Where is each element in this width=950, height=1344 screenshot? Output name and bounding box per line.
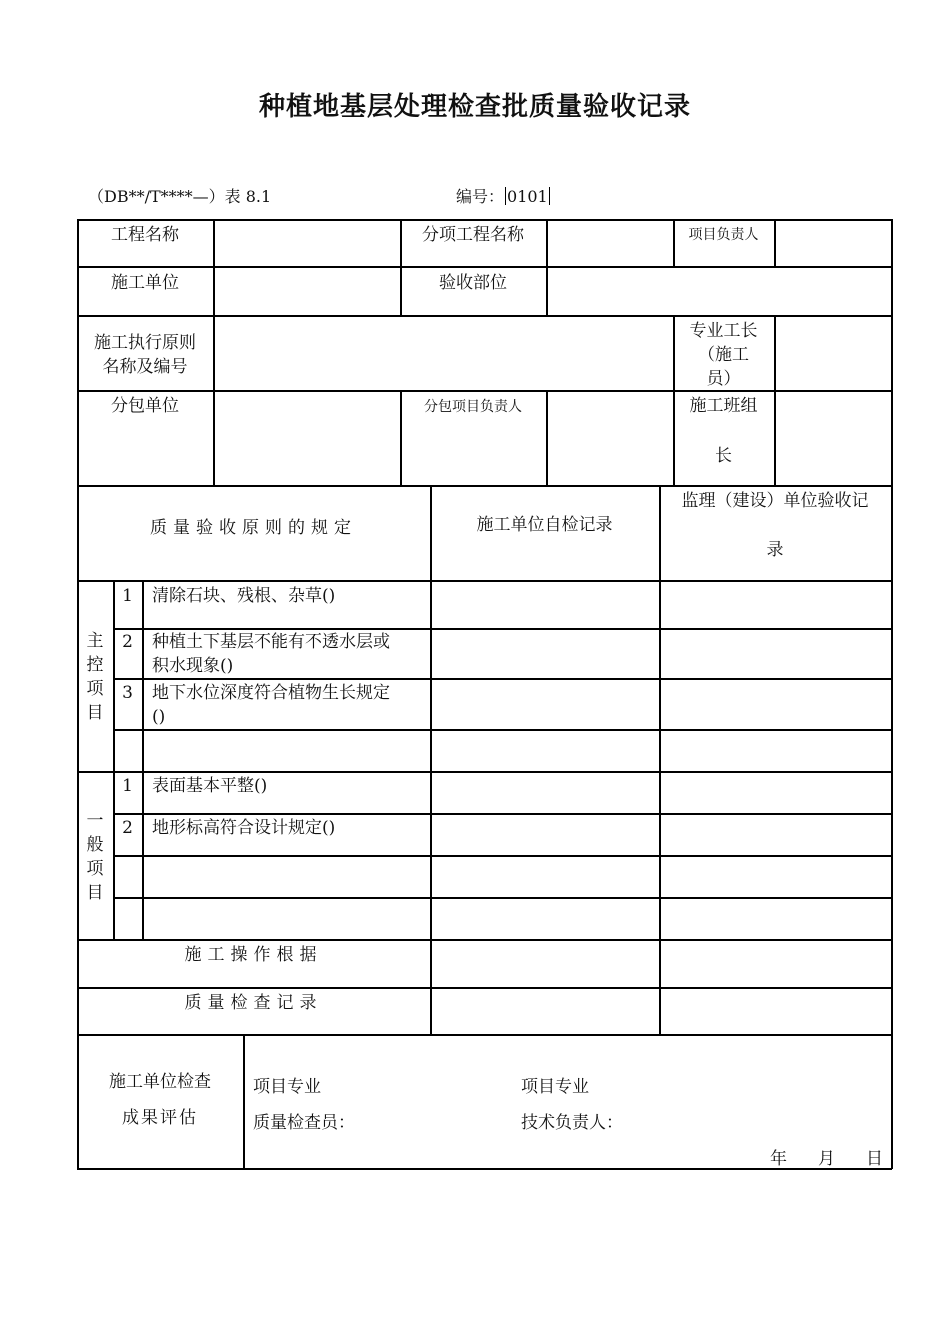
self-check-cell[interactable] — [432, 680, 658, 728]
project-manager-label: 项目负责人 — [688, 227, 759, 243]
self-check-cell[interactable] — [432, 815, 658, 854]
item-number: 2 — [122, 632, 133, 652]
standard-label-line1: 施工执行原则 — [94, 333, 196, 353]
project-manager-field[interactable] — [776, 221, 890, 265]
inspector-label-line1: 项目专业 — [253, 1077, 321, 1097]
item-number: 1 — [122, 776, 133, 796]
record-self-check-cell[interactable] — [432, 989, 658, 1033]
item-text: 地形标高符合设计规定() — [152, 818, 336, 838]
form-number[interactable] — [456, 184, 551, 207]
general-label-char: 般 — [86, 835, 104, 855]
project-name-label: 工程名称 — [111, 225, 179, 245]
team-leader-label-line1: 施工班组 — [689, 396, 758, 416]
tech-manager-label-line2: 技术负责人： — [521, 1113, 623, 1133]
item-number: 1 — [122, 586, 133, 606]
foreman-field[interactable] — [776, 317, 890, 389]
general-label-char: 一 — [86, 811, 104, 831]
acceptance-part-label: 验收部位 — [439, 273, 507, 293]
evaluation-label-line1: 施工单位检查 — [109, 1072, 211, 1092]
item-text-cont: () — [152, 707, 166, 727]
item-text: 种植土下基层不能有不透水层或 — [152, 632, 390, 652]
supervisor-cell[interactable] — [661, 680, 890, 728]
basis-supervisor-cell[interactable] — [661, 941, 890, 986]
foreman-label-line3: 员） — [706, 369, 741, 389]
date-month-label: 月 — [818, 1149, 835, 1169]
main-control-label-char: 控 — [86, 655, 104, 675]
subcontract-label: 分包单位 — [111, 396, 179, 416]
team-leader-field[interactable] — [776, 392, 890, 484]
self-check-cell[interactable] — [432, 773, 658, 812]
text-cursor — [505, 187, 506, 205]
general-label-char: 目 — [86, 883, 104, 903]
supervisor-cell[interactable] — [661, 815, 890, 854]
form-code: （DB**/T****—）表 8.1 — [88, 187, 272, 206]
construction-unit-label: 施工单位 — [111, 273, 179, 293]
self-check-cell[interactable] — [432, 582, 658, 627]
item-text: 地下水位深度符合植物生长规定 — [152, 683, 390, 703]
team-leader-label-line2: 长 — [715, 446, 732, 466]
tech-manager-label-line1: 项目专业 — [521, 1077, 589, 1097]
main-control-label-char: 项 — [86, 679, 104, 699]
supervisor-cell[interactable] — [661, 630, 890, 677]
sub-project-field[interactable] — [548, 221, 672, 265]
foreman-label-line1: 专业工长 — [689, 321, 758, 341]
evaluation-label-line2: 成果评估 — [122, 1108, 198, 1128]
number-value[interactable]: 0101 — [507, 187, 548, 206]
main-control-label-char: 目 — [86, 703, 104, 723]
item-number: 2 — [122, 818, 133, 838]
item-text: 表面基本平整() — [152, 776, 268, 796]
item-text-cont: 积水现象() — [152, 656, 234, 676]
record-supervisor-cell[interactable] — [661, 989, 890, 1033]
basis-self-check-cell[interactable] — [432, 941, 658, 986]
item-text: 清除石块、残根、杂草() — [152, 586, 336, 606]
page-title: 种植地基层处理检查批质量验收记录 — [258, 92, 691, 122]
inspector-label-line2: 质量检查员： — [253, 1113, 355, 1133]
project-name-field[interactable] — [215, 221, 399, 265]
subcontract-manager-field[interactable] — [548, 392, 672, 484]
sub-project-label: 分项工程名称 — [422, 225, 524, 245]
supervisor-cell[interactable] — [661, 582, 890, 627]
self-check-cell[interactable] — [432, 630, 658, 677]
subcontract-manager-label: 分包项目负责人 — [424, 399, 522, 415]
acceptance-part-field[interactable] — [548, 268, 890, 314]
basis-label: 施工操作根据 — [184, 945, 323, 965]
general-label-char: 项 — [86, 859, 104, 879]
date-year-label: 年 — [770, 1149, 787, 1169]
foreman-label-line2: （施工 — [698, 345, 749, 365]
standard-field[interactable] — [215, 317, 672, 389]
supervisor-column-header-line1: 监理（建设）单位验收记 — [681, 491, 869, 511]
text-cursor — [549, 187, 550, 205]
supervisor-cell[interactable] — [661, 773, 890, 812]
number-label: 编号： — [456, 187, 505, 206]
main-control-label-char: 主 — [86, 631, 104, 651]
self-check-column-header: 施工单位自检记录 — [476, 515, 613, 535]
construction-unit-field[interactable] — [215, 268, 399, 314]
date-day-label: 日 — [866, 1149, 883, 1169]
subcontract-field[interactable] — [215, 392, 399, 484]
item-number: 3 — [122, 683, 133, 703]
standard-label-line2: 名称及编号 — [102, 357, 188, 377]
supervisor-column-header-line2: 录 — [766, 540, 784, 560]
record-label: 质量检查记录 — [184, 993, 323, 1013]
standard-column-header: 质量验收原则的规定 — [150, 518, 357, 538]
